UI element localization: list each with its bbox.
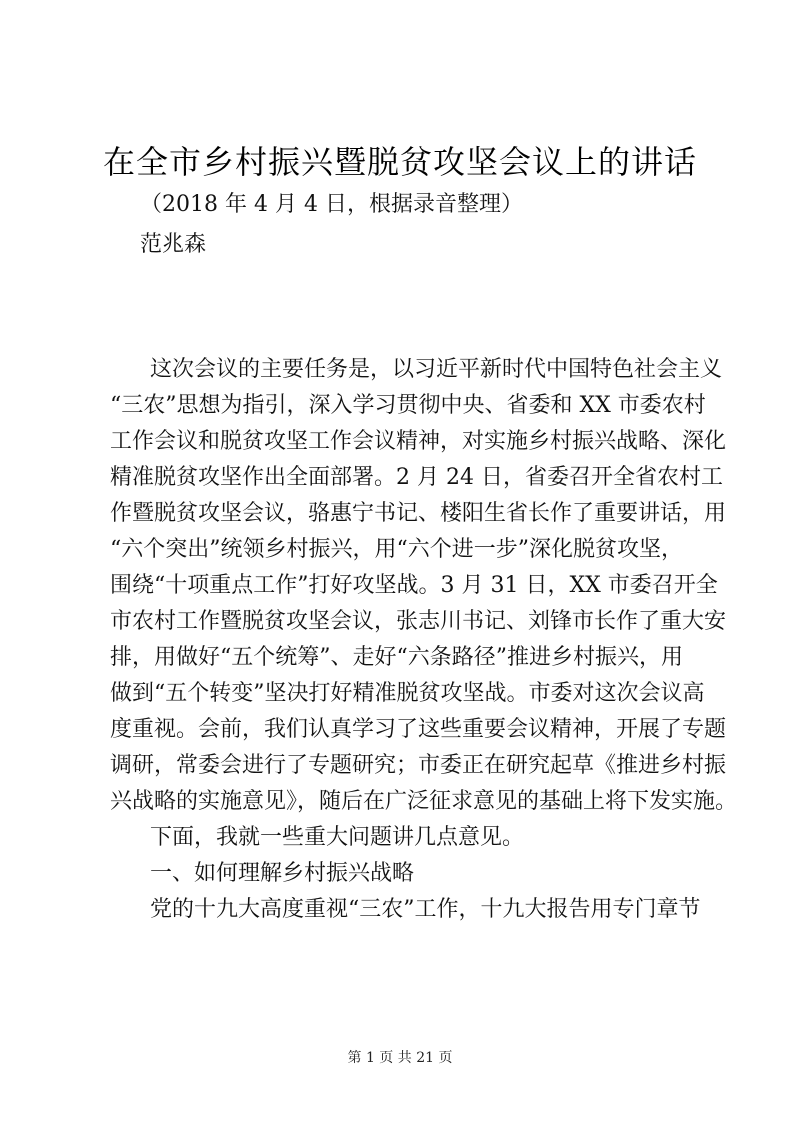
- section-heading: 一、如何理解乡村振兴战略: [150, 861, 415, 886]
- page-number: 第 1 页 共 21 页: [347, 1050, 453, 1066]
- paragraph-line: “三农”思想为指引，深入学习贯彻中央、省委和 XX 市委农村: [110, 393, 706, 418]
- paragraph-line: 党的十九大高度重视“三农”工作，十九大报告用专门章节: [150, 897, 701, 922]
- paragraph-line: 做到“五个转变”坚决打好精准脱贫攻坚战。市委对这次会议高: [110, 681, 705, 706]
- paragraph-line: 精准脱贫攻坚作出全面部署。2 月 24 日，省委召开全省农村工: [110, 465, 723, 490]
- document-author: 范兆森: [140, 232, 207, 257]
- document-title: 在全市乡村振兴暨脱贫攻坚会议上的讲话: [102, 143, 697, 181]
- paragraph-line: 工作会议和脱贫攻坚工作会议精神，对实施乡村振兴战略、深化: [110, 429, 727, 454]
- paragraph-line: 兴战略的实施意见》，随后在广泛征求意见的基础上将下发实施。: [110, 789, 738, 814]
- paragraph-line: 围绕“十项重点工作”打好攻坚战。3 月 31 日，XX 市委召开全: [110, 573, 718, 598]
- paragraph-line: 下面，我就一些重大问题讲几点意见。: [150, 825, 525, 850]
- body-text: [110, 352, 738, 928]
- paragraph-line: 市农村工作暨脱贫攻坚会议，张志川书记、刘锋市长作了重大安: [110, 609, 727, 634]
- paragraph-line: 度重视。会前，我们认真学习了这些重要会议精神，开展了专题: [110, 717, 727, 742]
- paragraph-line: “六个突出”统领乡村振兴，用“六个进一步”深化脱贫攻坚，: [110, 537, 683, 562]
- paragraph-line: 排，用做好“五个统筹”、走好“六条路径”推进乡村振兴，用: [110, 645, 683, 670]
- paragraph-line: 调研，常委会进行了专题研究；市委正在研究起草《推进乡村振: [110, 753, 727, 778]
- paragraph-line: 这次会议的主要任务是，以习近平新时代中国特色社会主义: [150, 357, 723, 382]
- document-subtitle: （2018 年 4 月 4 日，根据录音整理）: [140, 192, 523, 217]
- paragraph-line: 作暨脱贫攻坚会议，骆惠宁书记、楼阳生省长作了重要讲话，用: [110, 501, 727, 526]
